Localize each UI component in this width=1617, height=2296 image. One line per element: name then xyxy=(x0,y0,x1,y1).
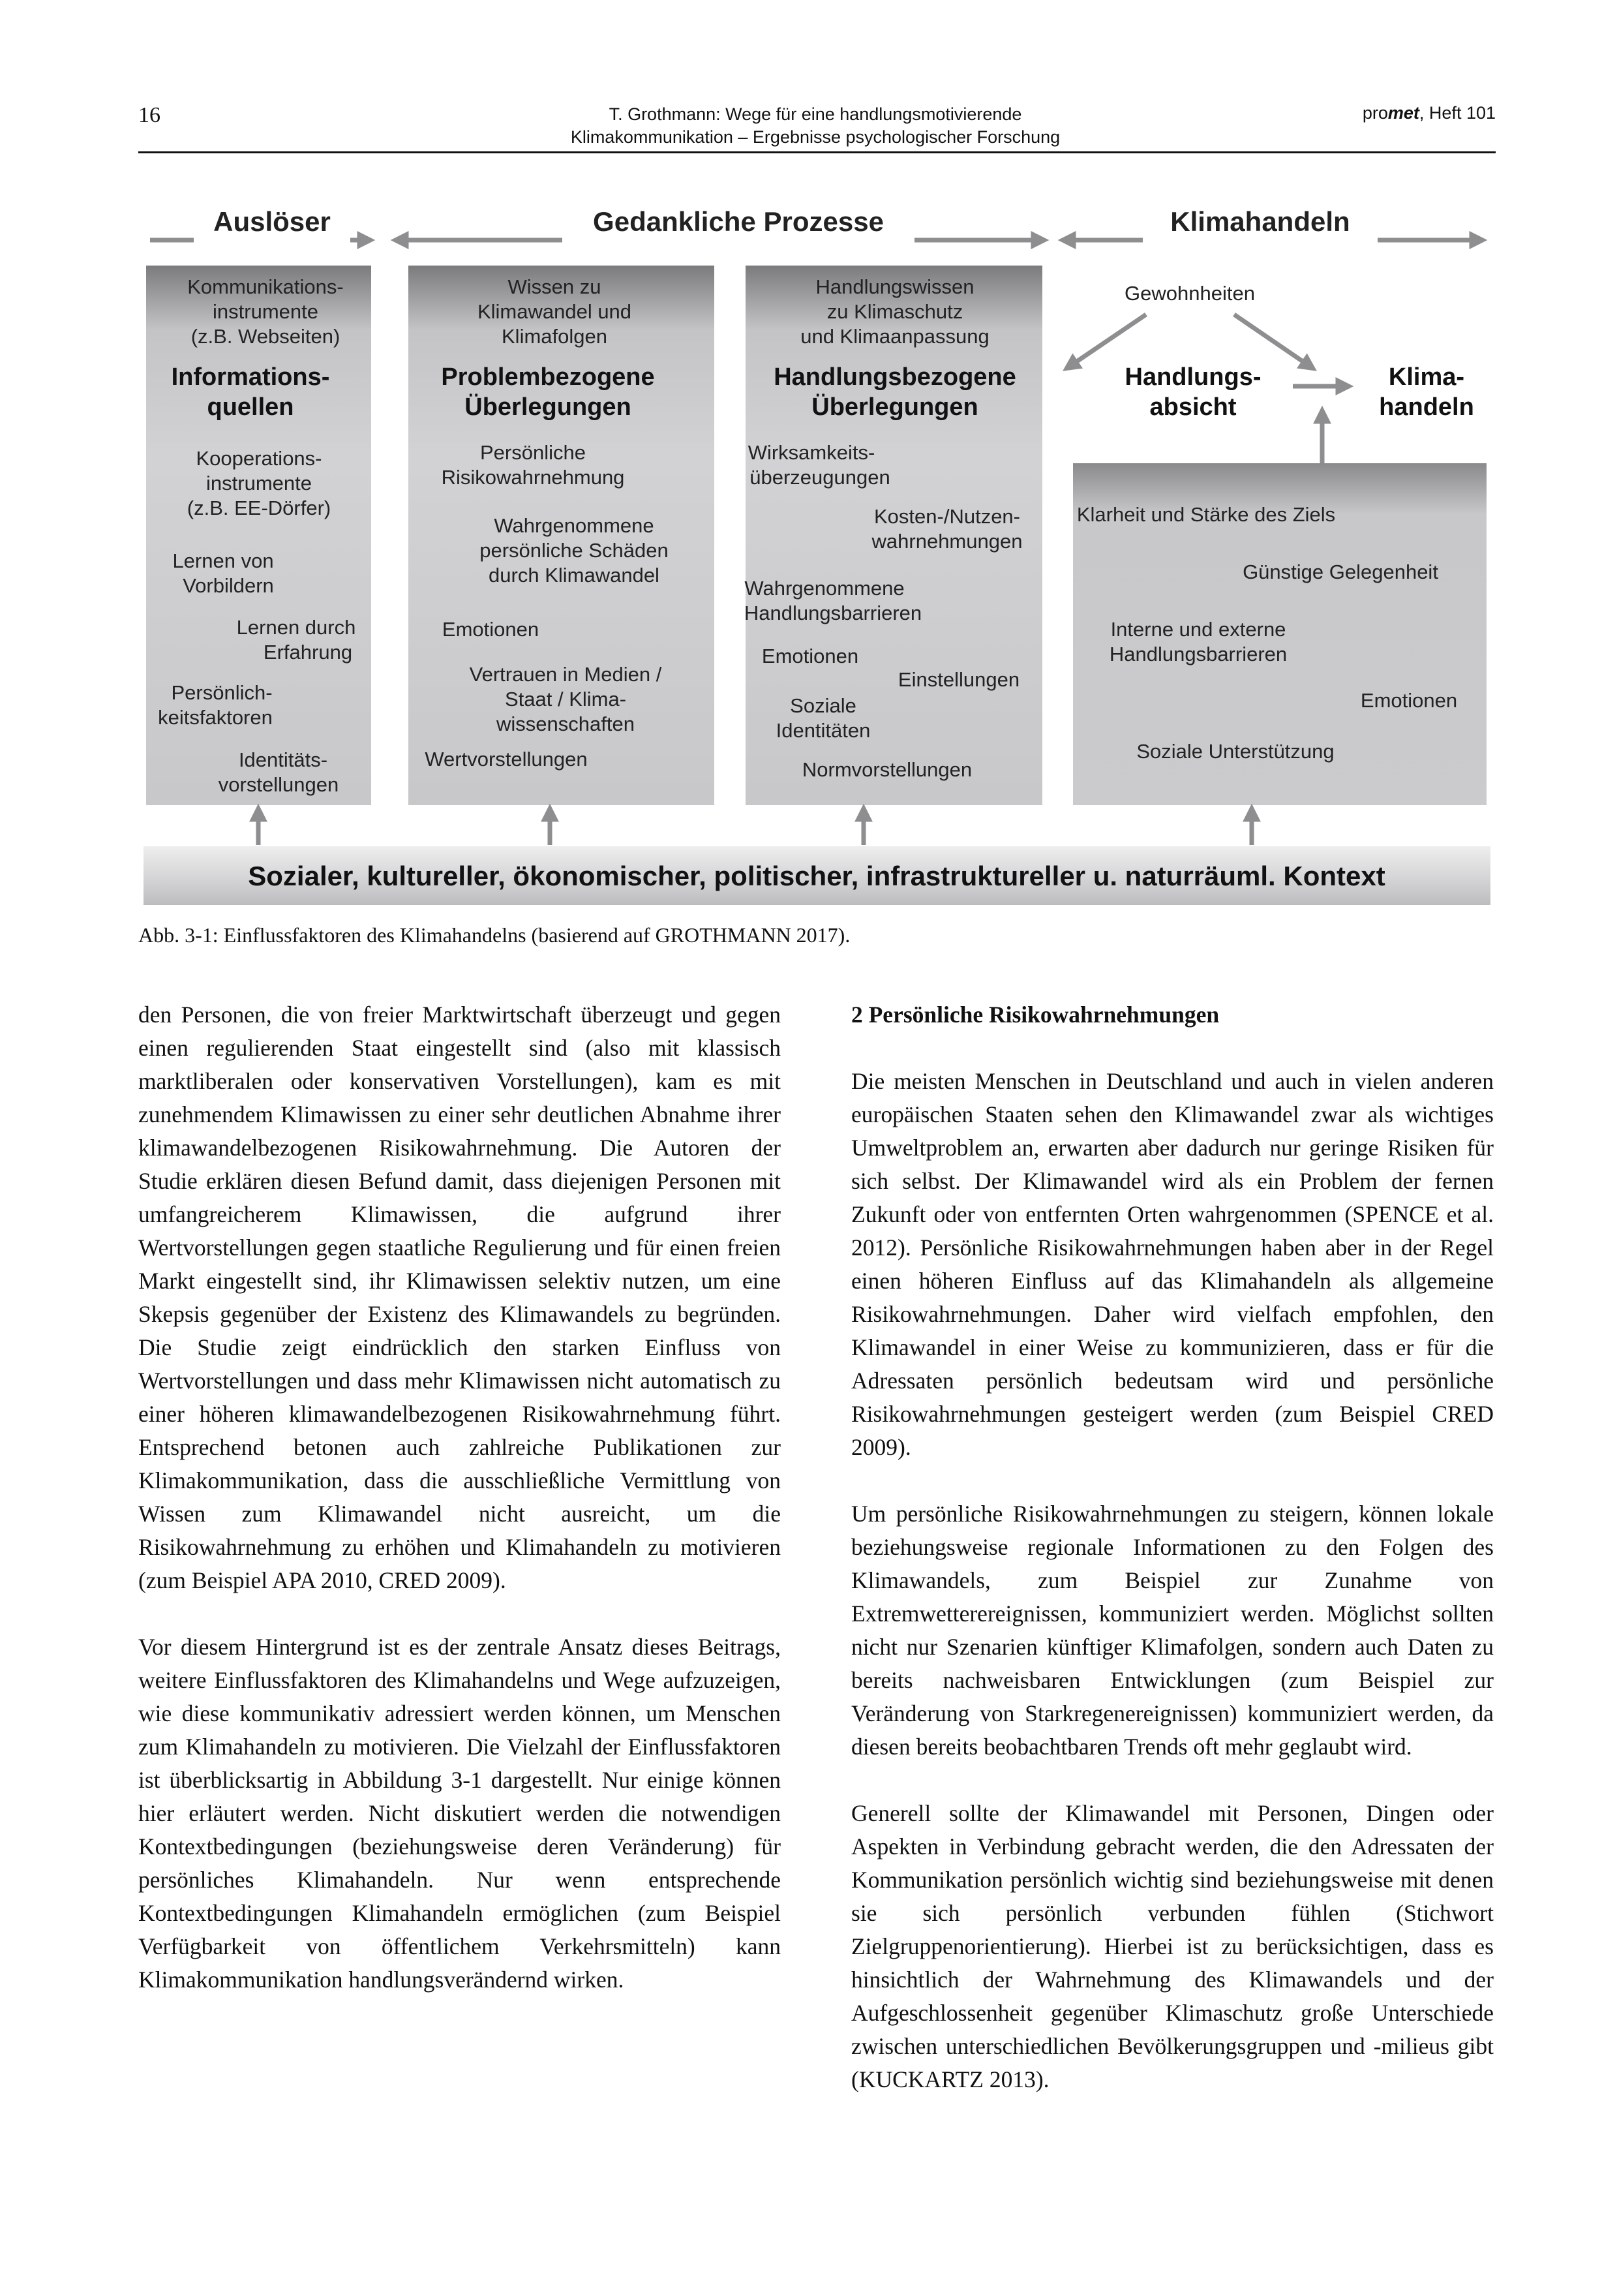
col2-item: Wertvorstellungen xyxy=(425,748,588,771)
col4-item: Soziale Unterstützung xyxy=(1136,740,1335,763)
col2-item: durch Klimawandel xyxy=(489,564,659,587)
context-label: Sozialer, kultureller, ökonomischer, politischer, infrastruktureller u. naturräuml. Kontext xyxy=(248,861,1385,891)
column-right xyxy=(851,998,1494,2096)
col3-heading-line: Handlungsbezogene xyxy=(774,363,1016,391)
col3-heading-line: Überlegungen xyxy=(811,393,978,421)
col2-item: Risikowahrnehmung xyxy=(441,466,625,489)
col3-top-line: Handlungswissen xyxy=(815,275,975,298)
col4-item: Klarheit und Stärke des Ziels xyxy=(1076,503,1336,526)
col2-item: Wahrgenommene xyxy=(494,514,654,537)
col4-action-line: handeln xyxy=(1379,393,1474,421)
running-title-line-2: Klimakommunikation – Ergebnisse psychologischer Forschung xyxy=(570,127,1061,147)
paragraph: Vor diesem Hintergrund ist es der zentrale Ansatz dieses Beitrags, weitere Einflussfaktoren des Klimahandelns und Wege aufzuzeigen, wie diese kommunikativ adressiert werden können, um Menschen zum Klimahandeln zu motivieren. Die Vielzahl der Einflussfaktoren ist überblicksartig in Abbildung 3-1 dargestellt. Nur einige können hier erläutert werden. Nicht diskutiert werden die notwendigen Kontextbedingungen (beziehungsweise deren Veränderung) für persönliches Klimahandeln. Nur wenn entsprechende Kontextbedingungen Klimahandeln ermöglichen (zum Beispiel Verfügbarkeit von öffentlichem Verkehrsmitteln) kann Klimakommunikation handlungsverändernd wirken. xyxy=(138,1634,781,1993)
col1-top-line: instrumente xyxy=(213,300,318,323)
figure-title-prozesse: Gedankliche Prozesse xyxy=(593,206,884,237)
col4-habits: Gewohnheiten xyxy=(1125,282,1255,305)
col4-item: Handlungsbarrieren xyxy=(1109,643,1288,666)
journal-issue: , Heft 101 xyxy=(1419,103,1496,123)
arrow-habits-right xyxy=(1234,314,1312,368)
col1-item: Identitäts- xyxy=(238,748,328,771)
col3-top-line: und Klimaanpassung xyxy=(800,325,990,348)
figure-caption: Abb. 3-1: Einflussfaktoren des Klimahandelns (basierend auf GROTHMANN 2017). xyxy=(138,923,851,947)
col3-top-line: zu Klimaschutz xyxy=(826,300,963,323)
paragraph: den Personen, die von freier Marktwirtschaft überzeugt und gegen einen regulierenden Staat eingestellt sind (also mit klassisch marktliberalen oder konservativen Vorstellungen), kam es mit zunehmendem Klimawissen zu einer sehr deutlichen Abnahme ihrer klimawandelbezogenen Risikowahrnehmung. Die Autoren der Studie erklären diesen Befund damit, dass diejenigen Personen mit umfangreicherem Klimawissen, die aufgrund ihrer Wertvorstellungen gegen staatliche Regulierung und für einen freien Markt eingestellt sind, ihr Klimawissen selektiv nutzen, um eine Skepsis gegenüber der Existenz des Klimawandels zu begründen. Die Studie zeigt eindrücklich den starken Einfluss von Wertvorstellungen und dass mehr Klimawissen nicht automatisch zu einer höheren klimawandelbezogenen Risikowahrnehmung führt. Entsprechend betonen auch zahlreiche Publikationen zur Klimakommunikation, dass die ausschließliche Vermittlung von Wissen zum Klimawandel nicht ausreicht, um die Risikowahrnehmung zu erhöhen und Klimahandeln zu motivieren (zum Beispiel APA 2010, CRED 2009). xyxy=(138,1002,781,1593)
journal-brand-prefix: pro xyxy=(1362,103,1388,123)
arrow-habits-left xyxy=(1067,314,1146,368)
col3-item: Einstellungen xyxy=(898,668,1020,691)
col2-item: persönliche Schäden xyxy=(479,539,669,562)
paragraph: Generell sollte der Klimawandel mit Personen, Dingen oder Aspekten in Verbindung gebracht werden, die den Adressaten der Kommunikation persönlich wichtig sind beziehungsweise mit denen sie sich persönlich verbunden fühlen (Stichwort Zielgruppenorientierung). Hierbei ist zu berücksichtigen, dass es hinsichtlich der Wahrnehmung des Klimawandels und der Aufgeschlossenheit gegenüber Klimaschutz große Unterschiede zwischen unterschiedlichen Bevölkerungsgruppen und -milieus gibt (KUCKARTZ 2013). xyxy=(851,1800,1494,2092)
col2-heading-line: Überlegungen xyxy=(464,393,631,421)
header-rule xyxy=(138,151,1496,153)
col1-item: Kooperations- xyxy=(196,447,322,470)
col3-item: Soziale xyxy=(790,694,856,717)
journal-label xyxy=(1363,103,1496,123)
col3-item: Kosten-/Nutzen- xyxy=(874,505,1020,528)
col3-item: Wirksamkeits- xyxy=(748,441,875,464)
col3-item: wahrnehmungen xyxy=(871,530,1023,553)
col4-intention-line: Handlungs- xyxy=(1125,363,1262,391)
figure-title-klimahandeln: Klimahandeln xyxy=(1170,206,1350,237)
col1-item: Erfahrung xyxy=(263,641,353,664)
col2-item: wissenschaften xyxy=(496,712,635,735)
col4-item: Günstige Gelegenheit xyxy=(1243,560,1438,583)
col2-top-line: Wissen zu xyxy=(507,275,601,298)
column-left xyxy=(138,998,781,1997)
col1-heading-line: quellen xyxy=(207,393,294,421)
col1-heading-line: Informations- xyxy=(171,363,330,391)
col1-item: Persönlich- xyxy=(171,681,273,704)
col4-action-line: Klima- xyxy=(1388,363,1465,391)
col3-item: Emotionen xyxy=(761,645,859,667)
col2-item: Vertrauen in Medien / xyxy=(469,663,662,686)
running-title xyxy=(391,103,1239,149)
col1-item: vorstellungen xyxy=(218,773,339,796)
col2-item: Emotionen xyxy=(442,618,539,641)
figure-influence-factors xyxy=(138,189,1496,913)
running-title-line-1: T. Grothmann: Wege für eine handlungsmotivierende xyxy=(609,104,1022,124)
col2-top-line: Klimafolgen xyxy=(502,325,607,348)
paragraph: Um persönliche Risikowahrnehmungen zu steigern, können lokale beziehungsweise regionale Informationen zu den Folgen des Klimawandels, zum Beispiel zur Zunahme von Extremwetterereignissen, kommuniziert werden. Möglichst sollten nicht nur Szenarien künftiger Klimafolgen, sondern auch Daten zu bereits nachweisbaren Entwicklungen (zum Beispiel zur Veränderung von Starkregenereignissen) kommuniziert werden, da diesen bereits beobachtbaren Trends oft mehr geglaubt wird. xyxy=(851,1501,1494,1760)
col2-heading-line: Problembezogene xyxy=(441,363,655,391)
col1-item: instrumente xyxy=(206,472,312,495)
col2-top-line: Klimawandel und xyxy=(477,300,632,323)
col3-item: Normvorstellungen xyxy=(802,758,973,781)
col1-item: Vorbildern xyxy=(183,574,274,597)
col1-item: (z.B. EE-Dörfer) xyxy=(187,497,331,519)
col1-top-line: Kommunikations- xyxy=(187,275,344,298)
col3-item: Handlungsbarrieren xyxy=(744,602,922,624)
col1-item: keitsfaktoren xyxy=(158,706,273,729)
col3-item: Wahrgenommene xyxy=(744,577,905,600)
col4-item: Emotionen xyxy=(1360,689,1458,712)
col3-item: Identitäten xyxy=(776,719,871,742)
paragraph: Die meisten Menschen in Deutschland und auch in vielen anderen europäischen Staaten sehen den Klimawandel zwar als wichtiges Umweltproblem an, erwarten aber dadurch nur geringe Risiken für sich selbst. Der Klimawandel wird als ein Problem der fernen Zukunft oder von entfernten Orten wahrgenommen (SPENCE et al. 2012). Persönliche Risikowahrnehmungen haben aber in der Regel einen höheren Einfluss auf das Klimahandeln als allgemeine Risikowahrnehmungen. Daher wird vielfach empfohlen, den Klimawandel in einer Weise zu kommunizieren, dass er für die Adressaten persönlich bedeutsam wird und persönliche Risikowahrnehmungen gesteigert werden (zum Beispiel CRED 2009). xyxy=(851,1068,1494,1460)
figure-title-ausloeser: Auslöser xyxy=(213,206,331,237)
col1-item: Lernen von xyxy=(172,549,274,572)
journal-brand-emphasis: met xyxy=(1387,103,1419,123)
page-number: 16 xyxy=(138,103,160,127)
col2-item: Persönliche xyxy=(480,441,586,464)
section-heading: 2 Persönliche Risikowahrnehmungen xyxy=(851,1002,1220,1028)
figure-diagram xyxy=(138,189,1496,913)
col2-item: Staat / Klima- xyxy=(504,688,627,711)
col1-item: Lernen durch xyxy=(236,616,356,639)
col1-top-line: (z.B. Webseiten) xyxy=(190,325,340,348)
col4-intention-line: absicht xyxy=(1149,393,1237,421)
col4-item: Interne und externe xyxy=(1110,618,1286,641)
col3-item: überzeugungen xyxy=(749,466,890,489)
